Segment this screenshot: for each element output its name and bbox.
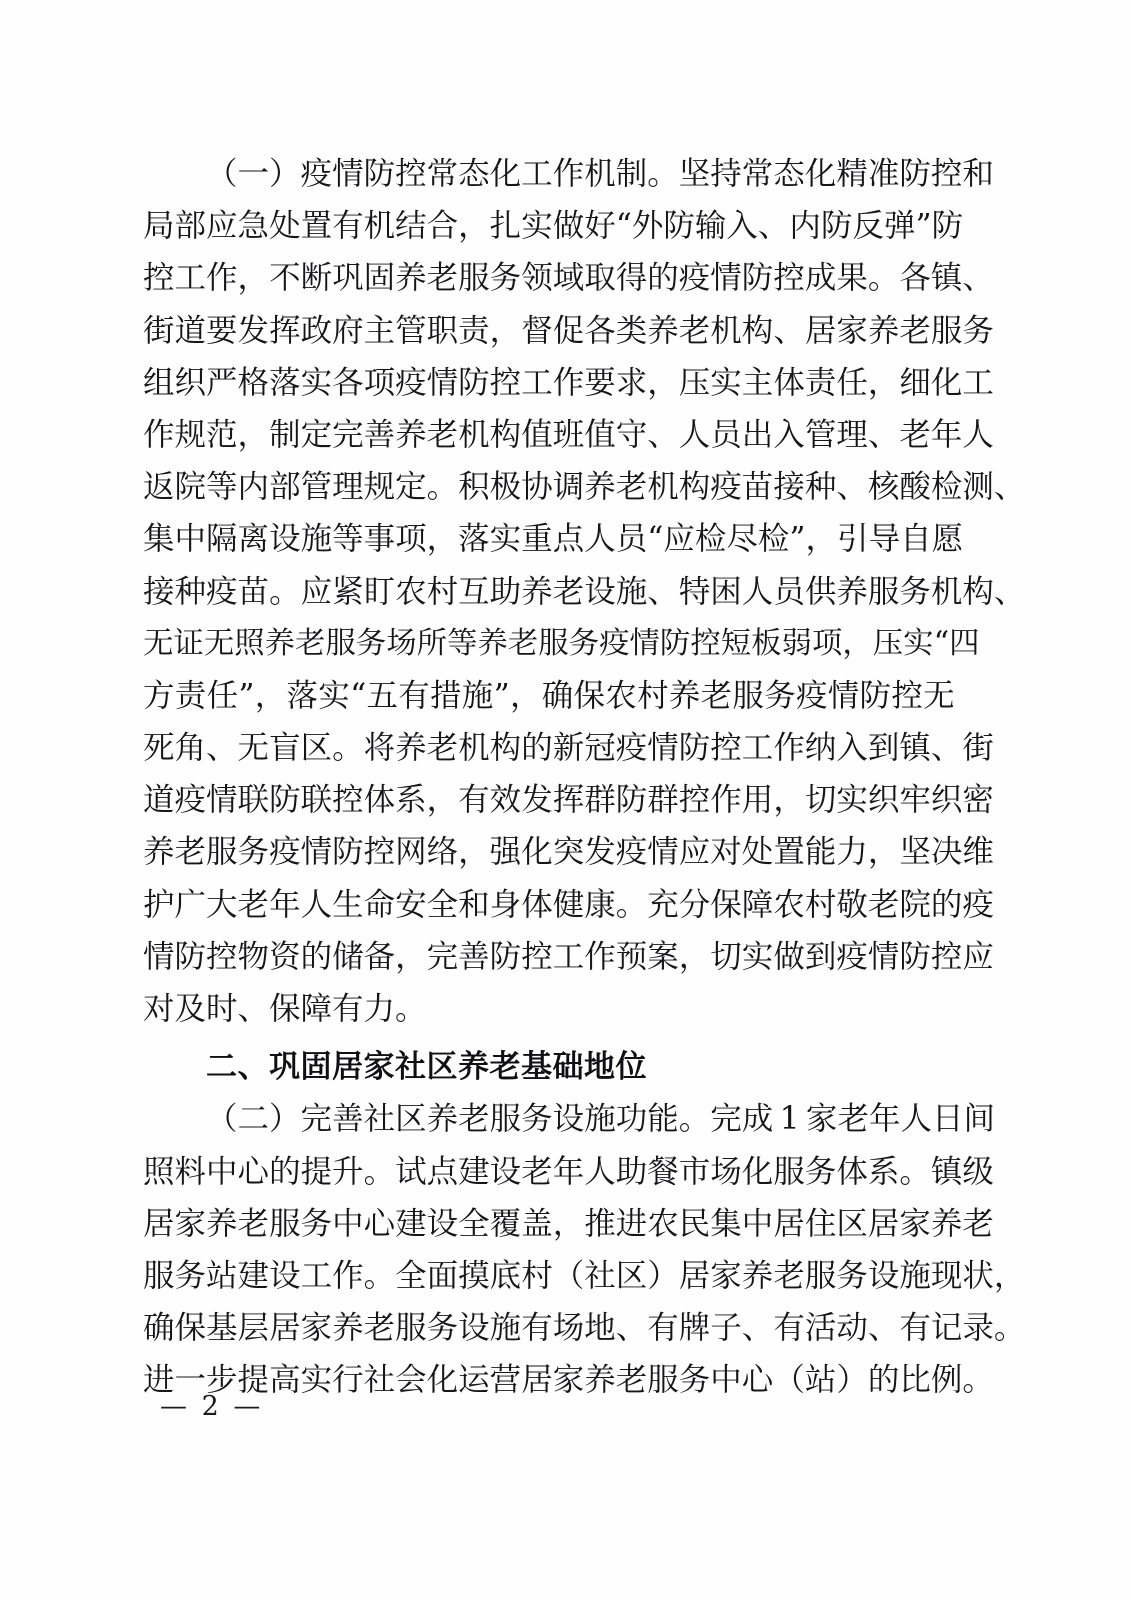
text-line: 情 防 控 物 资 的 储 备 ， 完 善 防 控 工 作 预 案 ， 切 实 做 到 疫 情 防 控 应: [143, 938, 994, 975]
text-line: 无 证 无 照 养 老 服 务 场 所 等 养 老 服 务 疫 情 防 控 短 板 弱 项 ， 压 实 “ 四: [143, 625, 980, 661]
text-line: （ 一 ） 疫 情 防 控 常 态 化 工 作 机 制 。 坚 持 常 态 化 精 准 防 控 和: [206, 156, 994, 192]
text-line: 接 种 疫 苗 。 应 紧 盯 农 村 互 助 养 老 设 施 、 特 困 人 员 供 养 服 务 机 构 、: [143, 573, 1026, 610]
text-line: 死 角 、 无 盲 区 。 将 养 老 机 构 的 新 冠 疫 情 防 控 工 作 纳 入 到 镇 、 街: [143, 730, 994, 767]
text-line: 组 织 严 格 落 实 各 项 疫 情 防 控 工 作 要 求 ， 压 实 主 体 责 任 ， 细 化 工: [143, 364, 994, 401]
section-heading: 二、巩固居家社区养老基础地位: [206, 1049, 647, 1086]
page-number: — 2 —: [160, 1391, 264, 1422]
paragraph-community-facility-function: [143, 1093, 1026, 1406]
text-line: 局 部 应 急 处 置 有 机 结 合 ， 扎 实 做 好 “ 外 防 输 入 、 内 防 反 弹 ” 防: [143, 208, 964, 245]
text-line: 对及时、保障有力。: [143, 991, 427, 1027]
text-line: 控 工 作 ， 不 断 巩 固 养 老 服 务 领 域 取 得 的 疫 情 防 控 成 果 。 各 镇 、: [143, 260, 994, 297]
text-line: 进一步提高实行社会化运营居家养老服务中心（站）的比例。: [143, 1362, 994, 1399]
text-line: 照 料 中 心 的 提 升 。 试 点 建 设 老 年 人 助 餐 市 场 化 服 务 体 系 。 镇 级: [143, 1153, 994, 1190]
text-line: 确 保 基 层 居 家 养 老 服 务 设 施 有 场 地 、 有 牌 子 、 有 活 动 、 有 记 录 。: [143, 1310, 1026, 1347]
text-line: 护 广 大 老 年 人 生 命 安 全 和 身 体 健 康 。 充 分 保 障 农 村 敬 老 院 的 疫: [143, 886, 994, 923]
text-line: 养 老 服 务 疫 情 防 控 网 络 ， 强 化 突 发 疫 情 应 对 处 置 能 力 ， 坚 决 维: [143, 834, 994, 871]
text-line: （ 二 ） 完 善 社 区 养 老 服 务 设 施 功 能 。 完 成 1 家 老 年 人 日 间: [206, 1101, 996, 1138]
text-line: 作 规 范 ， 制 定 完 善 养 老 机 构 值 班 值 守 、 人 员 出 入 管 理 、 老 年 人: [143, 416, 994, 453]
text-line: 方 责 任 ” ， 落 实 “ 五 有 措 施 ” ， 确 保 农 村 养 老 服 务 疫 情 防 控 无: [143, 677, 955, 714]
text-line: 道 疫 情 联 防 联 控 体 系 ， 有 效 发 挥 群 防 群 控 作 用 ， 切 实 织 牢 织 密: [143, 782, 994, 819]
text-line: 返 院 等 内 部 管 理 规 定 。 积 极 协 调 养 老 机 构 疫 苗 接 种 、 核 酸 检 测 、: [143, 469, 1026, 506]
text-line: 居 家 养 老 服 务 中 心 建 设 全 覆 盖 ， 推 进 农 民 集 中 居 住 区 居 家 养 老: [143, 1205, 994, 1242]
text-line: 街 道 要 发 挥 政 府 主 管 职 责 ， 督 促 各 类 养 老 机 构 、 居 家 养 老 服 务: [143, 312, 994, 349]
document-text-block: [143, 148, 1026, 1407]
text-line: 集 中 隔 离 设 施 等 事 项 ， 落 实 重 点 人 员 “ 应 检 尽 检 ” ， 引 导 自 愿: [143, 521, 964, 558]
text-line: 服 务 站 建 设 工 作 。 全 面 摸 底 村 （ 社 区 ） 居 家 养 老 服 务 设 施 现 状 ，: [143, 1257, 1026, 1294]
paragraph-covid-mechanism: [143, 148, 1026, 1035]
